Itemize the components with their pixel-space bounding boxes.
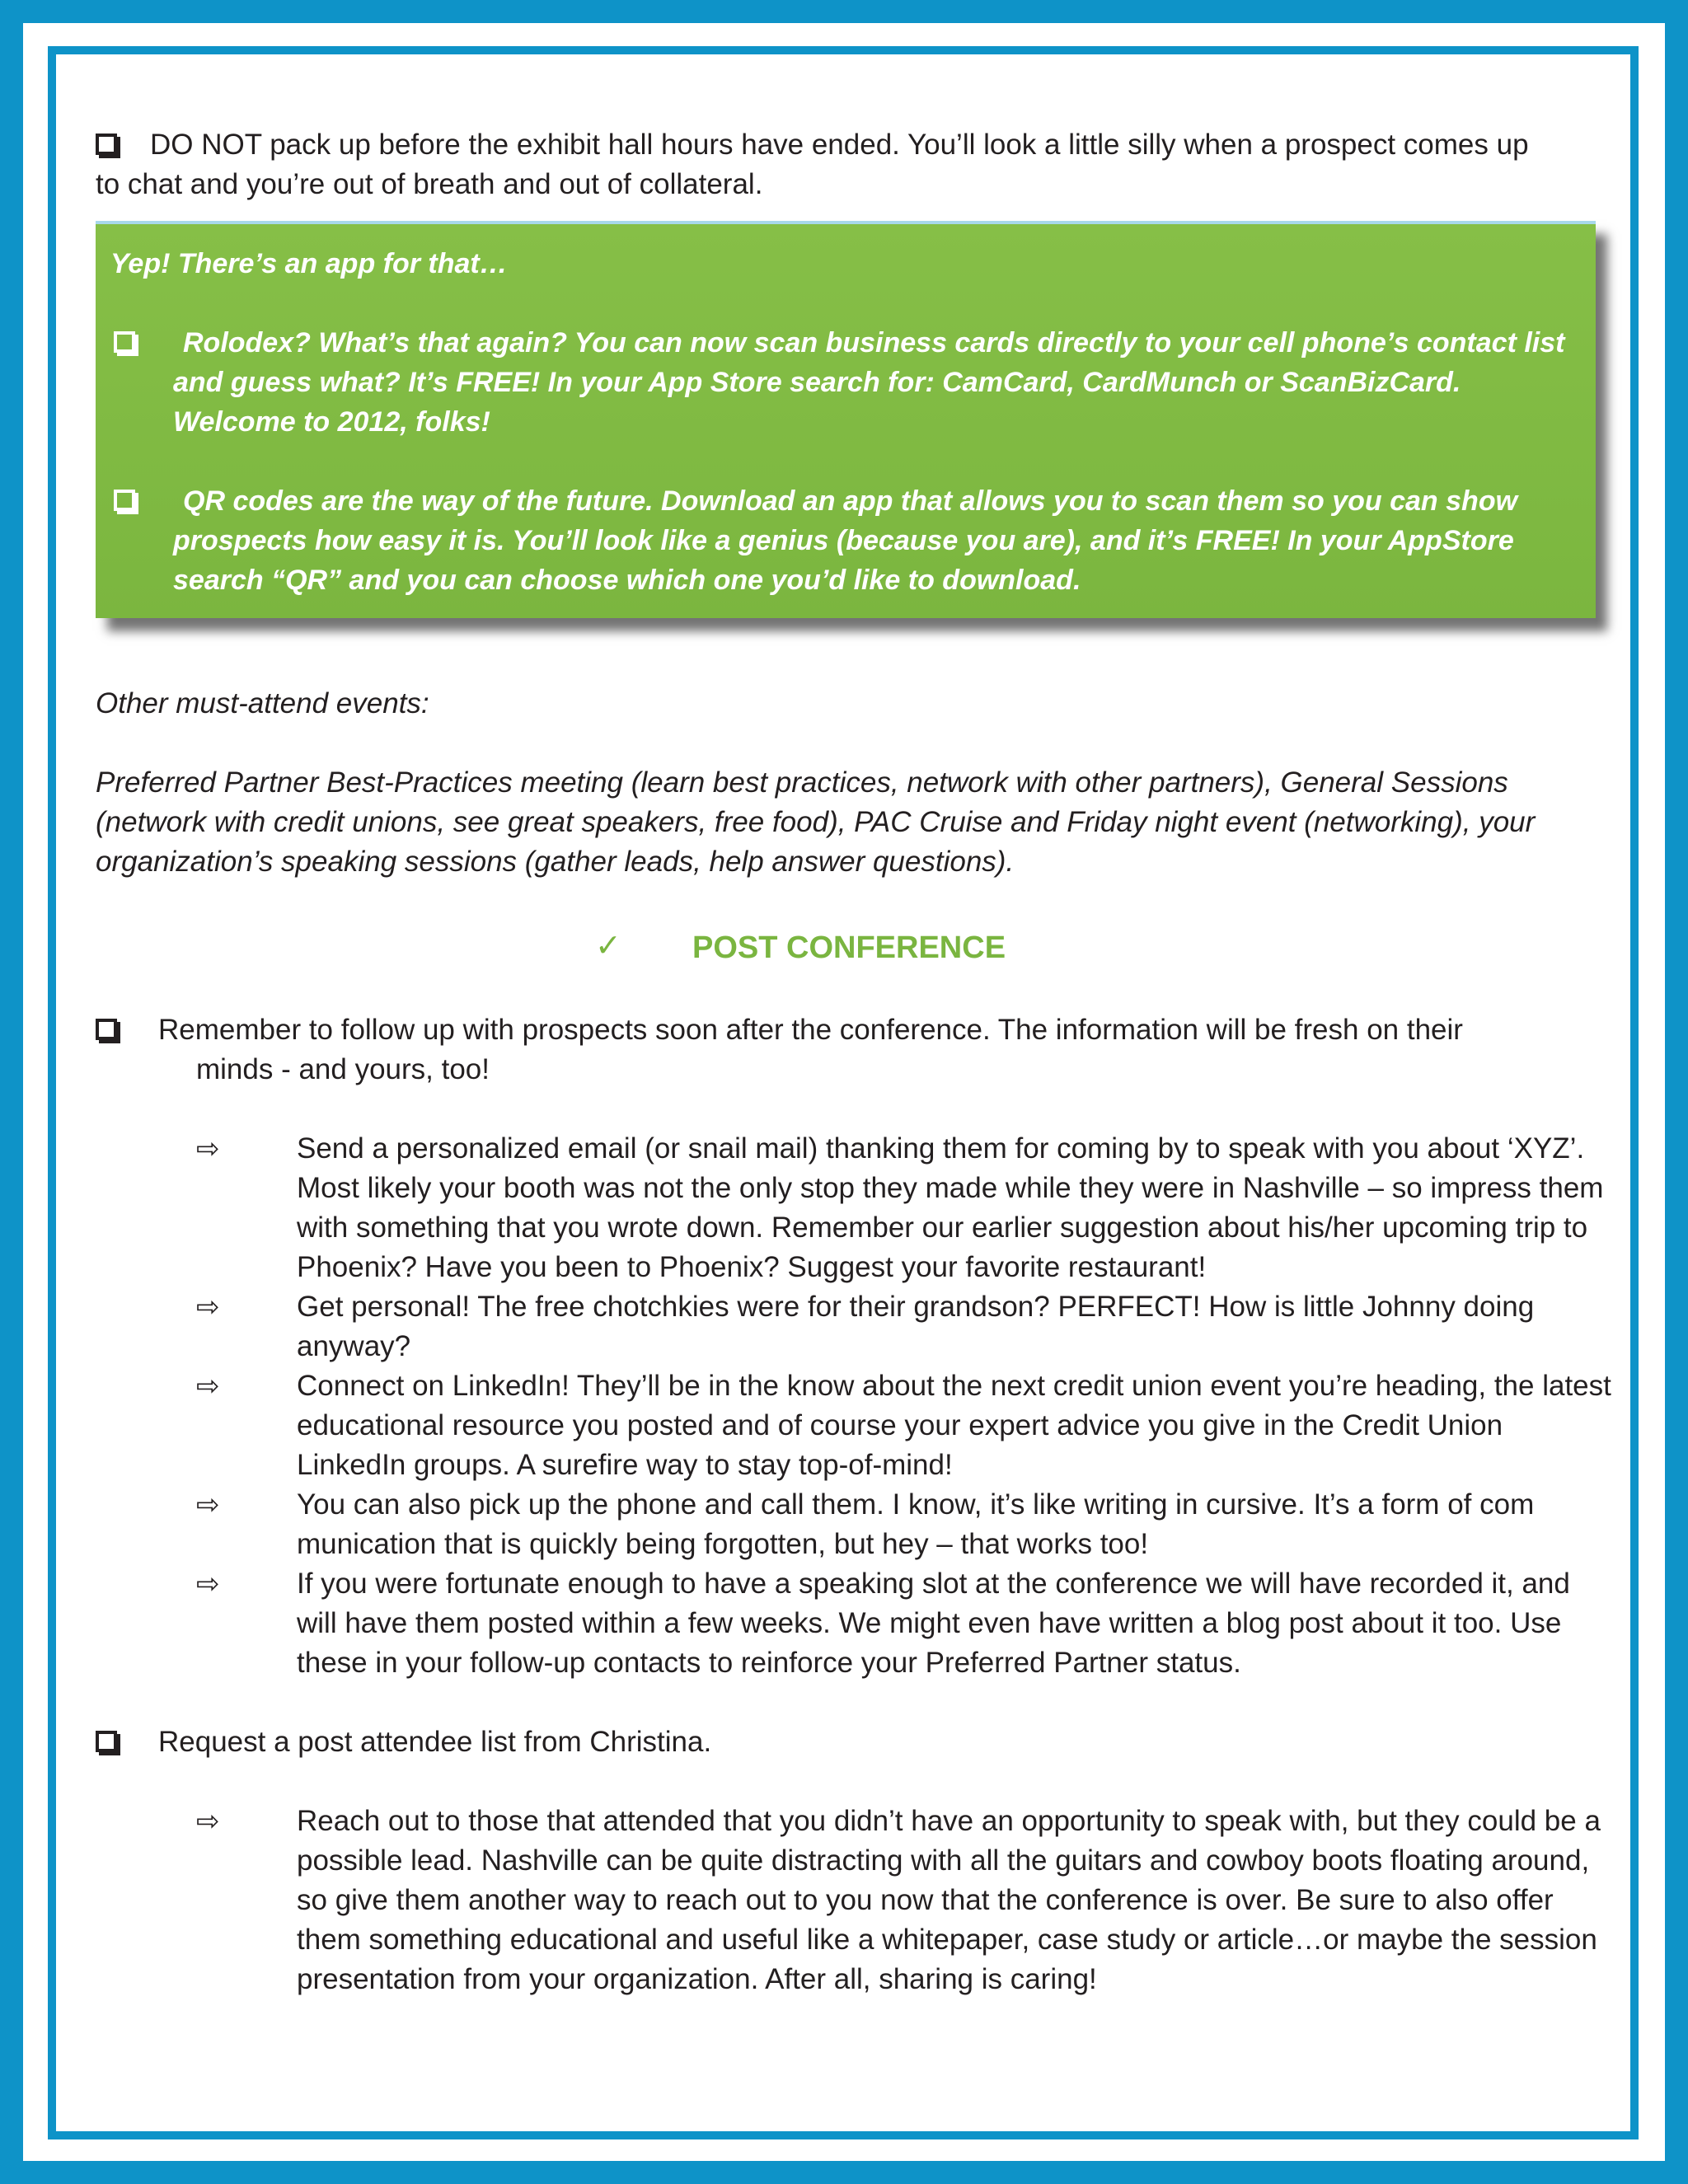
tip-box-heading: Yep! There’s an app for that…	[110, 248, 508, 279]
arrow-icon: ⇨	[196, 1568, 220, 1600]
arrow-icon: ⇨	[196, 1371, 220, 1402]
checkbox-icon	[96, 1019, 117, 1040]
attendee-list	[96, 1802, 1612, 1999]
checkbox-icon	[114, 490, 135, 511]
other-events-heading: Other must-attend events:	[96, 687, 429, 719]
checkbox-icon	[96, 1731, 117, 1752]
arrow-icon: ⇨	[196, 1291, 220, 1323]
item-text-line2: minds - and yours, too!	[196, 1053, 490, 1085]
checklist-item-follow-up	[96, 1010, 1612, 1090]
checklist-item-attendee-list	[96, 1722, 1612, 1762]
list-item-text: You can also pick up the phone and call them. I know, it’s like writing in cursive. It’s a form of com munication that is quickly being forgotten, but hey – that works too!	[297, 1488, 1535, 1560]
list-item-text: Send a personalized email (or snail mail) thanking them for coming by to speak with you about ‘XYZ’. Most likely your booth was not the only stop they made while they were in Nashville – so impress them with something that you wrote down. Remember our earlier suggestion about his/her upcoming trip to Phoenix? Have you been to Phoenix? Suggest your favorite restaurant!	[297, 1132, 1604, 1283]
arrow-icon: ⇨	[196, 1806, 220, 1837]
tip-item	[110, 323, 1581, 442]
list-item-text: If you were fortunate enough to have a speaking slot at the conference we will have recorded it, and will have them posted within a few weeks. We might even have written a blog post about it too. Use these in your follow-up contacts to reinforce your Preferred Partner status.	[297, 1568, 1570, 1679]
arrow-icon: ⇨	[196, 1133, 220, 1165]
tip-text: QR codes are the way of the future. Download an app that allows you to scan them so you can show prospects how easy it is. You’ll look like a genius (because you are), and it’s FREE! In your AppStore search “QR” and you can choose which one you’d like to download.	[173, 485, 1518, 596]
section-heading	[96, 928, 1612, 977]
item-text-line1: DO NOT pack up before the exhibit hall hours have ended. You’ll look a little silly when a prospect comes up	[150, 129, 1529, 161]
list-item	[96, 1287, 1612, 1366]
item-text-line1: Remember to follow up with prospects soon after the conference. The information will be fresh on their	[158, 1014, 1463, 1046]
checkbox-icon	[96, 134, 117, 155]
checkbox-icon	[114, 331, 135, 353]
arrow-icon: ⇨	[196, 1489, 220, 1521]
list-item	[96, 1366, 1612, 1485]
check-icon: ✓	[595, 929, 621, 963]
document-content	[96, 125, 1612, 1999]
follow-up-list	[96, 1129, 1612, 1683]
app-tip-box	[96, 221, 1596, 618]
item-text: Request a post attendee list from Christina.	[158, 1726, 712, 1758]
list-item	[96, 1564, 1612, 1683]
tip-text: Rolodex? What’s that again? You can now scan business cards directly to your cell phone’s contact list and guess what? It’s FREE! In your App Store search for: CamCard, CardMunch or ScanBizCard. Welcome to 2012, folks!	[173, 327, 1565, 438]
list-item-text: Connect on LinkedIn! They’ll be in the know about the next credit union event you’re heading, the latest educational resource you posted and of course your expert advice you give in the Credit Union LinkedIn groups. A surefire way to stay top-of-mind!	[297, 1370, 1611, 1481]
list-item	[96, 1485, 1612, 1564]
section-title: POST CONFERENCE	[692, 930, 1006, 965]
list-item	[96, 1129, 1612, 1287]
checklist-item-pack-up	[96, 125, 1612, 204]
other-events-body: Preferred Partner Best-Practices meeting (learn best practices, network with other partners), General Sessions (network with credit unions, see great speakers, free food), PAC Cruise and Friday night event (networking), your organization’s speaking sessions (gather leads, help answer questions).	[96, 766, 1536, 878]
list-item-text: Reach out to those that attended that you didn’t have an opportunity to speak with, but they could be a possible lead. Nashville can be quite distracting with all the guitars and cowboy boots floating around, so give them another way to reach out to you now that the conference is over. Be sure to also offer them something educational and useful like a whitepaper, case study or article…or maybe the session presentation from your organization. After all, sharing is caring!	[297, 1805, 1601, 1995]
list-item	[96, 1802, 1612, 1999]
item-text-line2: to chat and you’re out of breath and out of collateral.	[96, 168, 763, 200]
list-item-text: Get personal! The free chotchkies were for their grandson? PERFECT! How is little Johnny doing anyway?	[297, 1291, 1535, 1362]
tip-item	[110, 481, 1581, 600]
